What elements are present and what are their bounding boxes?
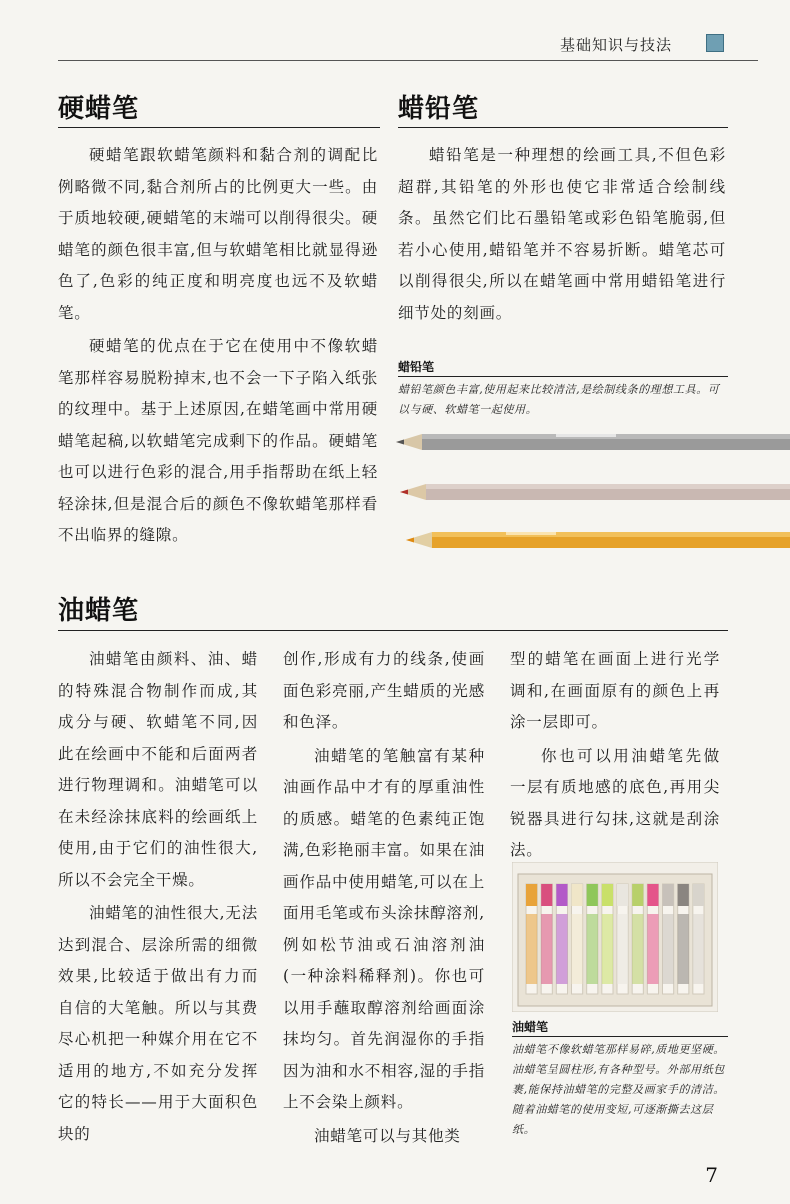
hard-crayon-body (58, 140, 378, 552)
oil-pastel-stick-icon (587, 884, 598, 994)
oil-pastel-col2-paragraph-1: 创作,形成有力的线条,使画面色彩亮丽,产生蜡质的光感和色泽。 (283, 650, 485, 731)
oil-pastel-column-1 (58, 644, 258, 1150)
crayon-pencil-caption-rule (398, 376, 728, 377)
crayon-pencil-body (398, 140, 726, 329)
grey-pencil-icon (396, 434, 790, 450)
oil-pastel-col2-paragraph-3: 油蜡笔可以与其他类 (314, 1126, 461, 1145)
crayon-pencil-caption-title: 蜡铅笔 (398, 360, 435, 374)
crayon-pencil-heading: 蜡铅笔 (398, 94, 480, 124)
red-pencil-icon (400, 484, 790, 500)
oil-pastel-col1-paragraph-2: 油蜡笔的油性很大,无法达到混合、层涂所需的细微效果,比较适于做出有力而自信的大笔触。所以与其费尽心机把一种媒介用在它不适用的地方,不如充分发挥它的特长——用于大面积色块的 (58, 904, 258, 1143)
running-header-title: 基础知识与技法 (560, 36, 673, 54)
oil-pastel-stick-icon (647, 884, 658, 994)
oil-pastel-col3-paragraph-1: 型的蜡笔在画面上进行光学调和,在画面原有的颜色上再涂一层即可。 (510, 650, 720, 731)
oil-pastel-rule (58, 630, 728, 631)
oil-pastel-heading: 油蜡笔 (58, 596, 140, 626)
oil-pastel-stick-icon (541, 884, 552, 994)
crayon-pencils-illustration (396, 424, 790, 564)
oil-pastel-stick-icon (572, 884, 583, 994)
oil-pastel-column-2 (283, 644, 485, 1152)
oil-pastel-column-3 (510, 644, 720, 867)
crayon-pencil-paragraph: 蜡铅笔是一种理想的绘画工具,不但色彩超群,其铅笔的外形也使它非常适合绘制线条。虽然它们比石墨铅笔或彩色铅笔脆弱,但若小心使用,蜡铅笔并不容易折断。蜡笔芯可以削得很尖,所以在蜡笔画中常用蜡铅笔进行细节处的刻画。 (398, 146, 726, 322)
oil-pastel-stick-icon (556, 884, 567, 994)
oil-pastel-caption-text: 油蜡笔不像软蜡笔那样易碎,质地更坚硬。油蜡笔呈圆柱形,有各种型号。外部用纸包裹,能保持油蜡笔的完整及画家手的清洁。随着油蜡笔的使用变短,可逐渐撕去这层纸。 (512, 1043, 725, 1136)
hard-crayon-heading: 硬蜡笔 (58, 94, 140, 124)
oil-pastel-col2-paragraph-2: 油蜡笔的笔触富有某种油画作品中才有的厚重油性的质感。蜡笔的色素纯正饱满,色彩艳丽丰富。如果在油画作品中使用蜡笔,可以在上面用毛笔或布头涂抹醇溶剂,例如松节油或石油溶剂油(一种涂料稀释剂)。你也可以用手蘸取醇溶剂给画面涂抹均匀。首先润湿你的手指因为油和水不相容,湿的手指上不会染上颜料。 (283, 746, 485, 1111)
header-square-icon (706, 34, 724, 52)
hard-crayon-paragraph-1: 硬蜡笔跟软蜡笔颜料和黏合剂的调配比例略微不同,黏合剂所占的比例更大一些。由于质地较硬,硬蜡笔的末端可以削得很尖。硬蜡笔的颜色很丰富,但与软蜡笔相比就显得逊色了,色彩的纯正度和明亮度也远不及软蜡笔。 (58, 146, 378, 322)
oil-pastel-stick-icon (663, 884, 674, 994)
crayon-pencil-rule (398, 127, 728, 128)
hard-crayon-rule (58, 127, 380, 128)
oil-pastel-stick-icon (602, 884, 613, 994)
oil-pastel-caption-rule (512, 1036, 728, 1037)
oil-pastel-stick-icon (678, 884, 689, 994)
oil-pastel-stick-icon (617, 884, 628, 994)
oil-pastel-stick-icon (632, 884, 643, 994)
oil-pastel-stick-icon (526, 884, 537, 994)
oil-pastel-col1-paragraph-1: 油蜡笔由颜料、油、蜡的特殊混合物制作而成,其成分与硬、软蜡笔不同,因此在绘画中不能和后面两者进行物理调和。油蜡笔可以在未经涂抹底料的绘画纸上使用,由于它们的油性很大,所以不会完全干燥。 (58, 650, 258, 889)
page-number: 7 (705, 1163, 718, 1187)
oil-pastel-box-illustration (512, 862, 718, 1012)
header-divider (58, 60, 758, 61)
oil-pastel-stick-icon (693, 884, 704, 994)
orange-pencil-icon (406, 532, 790, 548)
crayon-pencil-caption-text: 蜡铅笔颜色丰富,使用起来比较清洁,是绘制线条的理想工具。可以与硬、软蜡笔一起使用。 (398, 383, 720, 416)
oil-pastel-caption-title: 油蜡笔 (512, 1020, 549, 1034)
oil-pastel-col3-paragraph-2: 你也可以用油蜡笔先做一层有质地感的底色,再用尖锐器具进行勾抹,这就是刮涂法。 (510, 746, 720, 859)
hard-crayon-paragraph-2: 硬蜡笔的优点在于它在使用中不像软蜡笔那样容易脱粉掉末,也不会一下子陷入纸张的纹理中。基于上述原因,在蜡笔画中常用硬蜡笔起稿,以软蜡笔完成剩下的作品。硬蜡笔也可以进行色彩的混合,用手指帮助在纸上轻轻涂抹,但是混合后的颜色不像软蜡笔那样看不出临界的缝隙。 (58, 337, 378, 544)
